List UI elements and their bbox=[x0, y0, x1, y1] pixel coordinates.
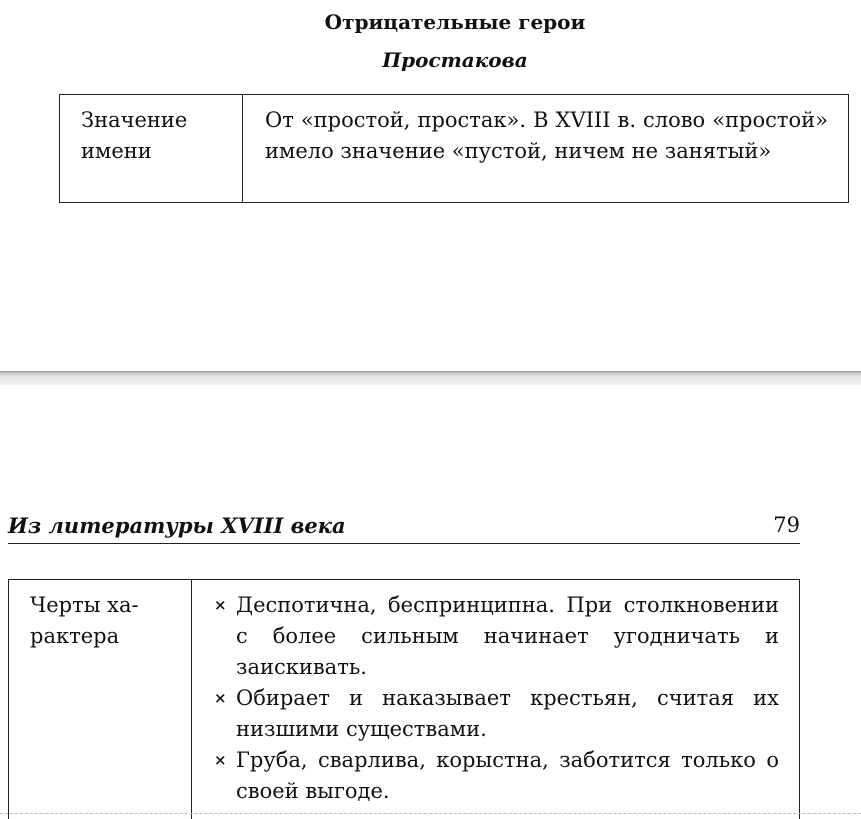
list-item-text: Деспотична, беспринципна. При столкновении с более сильным начинает угодничать и заискивать. bbox=[236, 593, 779, 679]
list-item-text: Груба, сварлива, корыстна, заботится только о своей выгоде. bbox=[236, 748, 779, 803]
list-item bbox=[214, 745, 779, 807]
page-bottom bbox=[0, 385, 861, 815]
character-name-heading: Простакова bbox=[382, 48, 528, 72]
cross-bullet-icon: × bbox=[214, 689, 227, 707]
traits-list bbox=[192, 580, 799, 807]
table-label-cell bbox=[9, 580, 192, 819]
list-item bbox=[214, 683, 779, 745]
table-label-line: рактера bbox=[30, 624, 120, 648]
running-head bbox=[8, 511, 800, 544]
section-heading: Отрицательные герои bbox=[324, 10, 586, 34]
cross-bullet-icon: × bbox=[214, 751, 227, 769]
cross-bullet-icon: × bbox=[214, 596, 227, 614]
page-separator bbox=[0, 371, 861, 385]
table-label-line: Черты ха- bbox=[30, 593, 139, 617]
traits-table bbox=[8, 579, 800, 819]
name-meaning-table bbox=[59, 94, 849, 203]
table-label-cell: Значение имени bbox=[60, 95, 243, 202]
page-number: 79 bbox=[773, 513, 800, 537]
list-item bbox=[214, 590, 779, 683]
table-text-cell: От «простой, простак». В XVIII в. слово «простой» имело значение «пустой, ничем не занятый» bbox=[265, 108, 828, 163]
running-head-title: Из литературы XVIII века bbox=[8, 513, 346, 538]
page-top bbox=[0, 0, 861, 372]
page-edge-divider bbox=[0, 813, 861, 814]
list-item-text: Обирает и наказывает крестьян, считая их низшими существами. bbox=[236, 686, 779, 741]
